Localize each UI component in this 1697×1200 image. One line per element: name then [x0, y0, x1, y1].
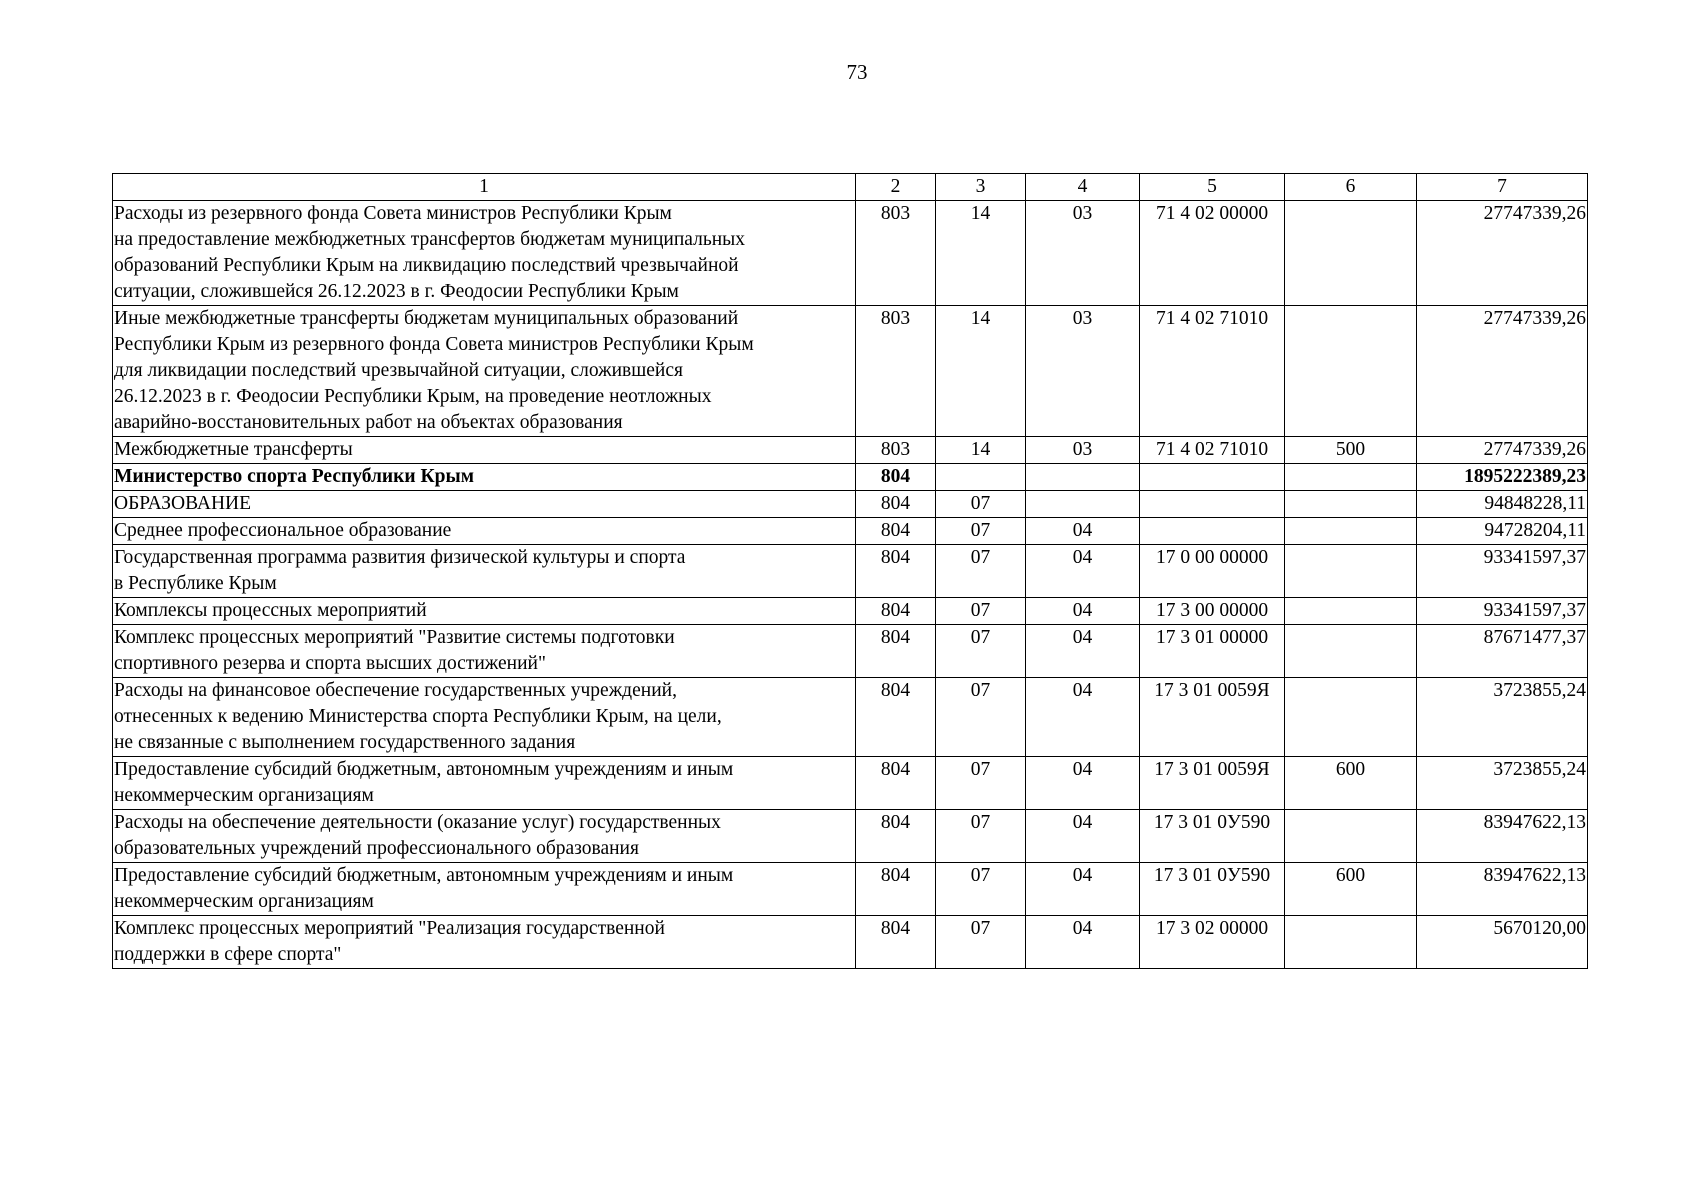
- row-code-2-cell: 804: [856, 518, 936, 545]
- table-row: [113, 863, 1588, 916]
- row-code-2-cell: 803: [856, 201, 936, 306]
- row-code-5-cell: [1140, 464, 1285, 491]
- row-sum-cell: 5670120,00: [1417, 916, 1588, 969]
- row-code-4-cell: 03: [1026, 306, 1140, 437]
- table-row: [113, 757, 1588, 810]
- header-cell: 4: [1026, 174, 1140, 201]
- table-row: [113, 678, 1588, 757]
- row-code-6-cell: 500: [1285, 437, 1417, 464]
- row-sum-cell: 1895222389,23: [1417, 464, 1588, 491]
- row-code-6-cell: 600: [1285, 757, 1417, 810]
- table-row: [113, 306, 1588, 437]
- row-code-4-cell: 04: [1026, 625, 1140, 678]
- row-name-cell: Комплекс процессных мероприятий "Реализация государственной поддержки в сфере спорта": [113, 916, 856, 969]
- header-cell: 6: [1285, 174, 1417, 201]
- row-code-3-cell: 14: [936, 437, 1026, 464]
- row-code-4-cell: 04: [1026, 863, 1140, 916]
- row-code-6-cell: [1285, 464, 1417, 491]
- header-cell: 5: [1140, 174, 1285, 201]
- row-name-cell: Государственная программа развития физической культуры и спорта в Республике Крым: [113, 545, 856, 598]
- row-code-2-cell: 804: [856, 678, 936, 757]
- row-code-6-cell: [1285, 678, 1417, 757]
- row-name-cell: Комплексы процессных мероприятий: [113, 598, 856, 625]
- row-sum-cell: 83947622,13: [1417, 863, 1588, 916]
- row-code-6-cell: 600: [1285, 863, 1417, 916]
- row-code-2-cell: 804: [856, 625, 936, 678]
- row-code-3-cell: 07: [936, 625, 1026, 678]
- row-code-5-cell: 17 3 01 0У590: [1140, 810, 1285, 863]
- row-code-3-cell: 14: [936, 201, 1026, 306]
- row-code-5-cell: 17 3 01 00000: [1140, 625, 1285, 678]
- row-sum-cell: 3723855,24: [1417, 678, 1588, 757]
- row-sum-cell: 83947622,13: [1417, 810, 1588, 863]
- row-code-6-cell: [1285, 916, 1417, 969]
- row-code-2-cell: 803: [856, 306, 936, 437]
- row-sum-cell: 3723855,24: [1417, 757, 1588, 810]
- row-code-4-cell: 04: [1026, 518, 1140, 545]
- row-code-3-cell: [936, 464, 1026, 491]
- row-code-2-cell: 804: [856, 757, 936, 810]
- row-code-2-cell: 804: [856, 863, 936, 916]
- row-code-6-cell: [1285, 810, 1417, 863]
- row-code-2-cell: 804: [856, 810, 936, 863]
- row-sum-cell: 27747339,26: [1417, 306, 1588, 437]
- table-row: [113, 916, 1588, 969]
- row-code-5-cell: 17 3 01 0У590: [1140, 863, 1285, 916]
- table-row: [113, 491, 1588, 518]
- row-code-4-cell: 04: [1026, 810, 1140, 863]
- row-name-cell: Предоставление субсидий бюджетным, автономным учреждениям и иным некоммерческим организациям: [113, 757, 856, 810]
- row-code-2-cell: 804: [856, 545, 936, 598]
- row-code-2-cell: 803: [856, 437, 936, 464]
- row-code-2-cell: 804: [856, 598, 936, 625]
- row-code-4-cell: 04: [1026, 916, 1140, 969]
- row-code-3-cell: 07: [936, 757, 1026, 810]
- header-cell: 7: [1417, 174, 1588, 201]
- row-code-5-cell: [1140, 518, 1285, 545]
- row-sum-cell: 94848228,11: [1417, 491, 1588, 518]
- row-code-3-cell: 07: [936, 916, 1026, 969]
- row-code-3-cell: 07: [936, 810, 1026, 863]
- row-code-6-cell: [1285, 491, 1417, 518]
- row-code-4-cell: 03: [1026, 201, 1140, 306]
- row-code-2-cell: 804: [856, 916, 936, 969]
- row-code-4-cell: 03: [1026, 437, 1140, 464]
- row-sum-cell: 27747339,26: [1417, 437, 1588, 464]
- row-code-3-cell: 14: [936, 306, 1026, 437]
- row-name-cell: Комплекс процессных мероприятий "Развитие системы подготовки спортивного резерва и спорта высших достижений": [113, 625, 856, 678]
- row-name-cell: Иные межбюджетные трансферты бюджетам муниципальных образований Республики Крым из резервного фонда Совета министров Республики Крым для ликвидации последствий чрезвычайной ситуации, сложившейся 26.12.2023 в г. Феодосии Республики Крым, на проведение неотложных аварийно-восстановительных работ на объектах образования: [113, 306, 856, 437]
- table-row: [113, 545, 1588, 598]
- table-row: [113, 598, 1588, 625]
- row-code-6-cell: [1285, 625, 1417, 678]
- row-code-5-cell: 17 3 01 0059Я: [1140, 678, 1285, 757]
- row-name-cell: Межбюджетные трансферты: [113, 437, 856, 464]
- row-code-4-cell: 04: [1026, 757, 1140, 810]
- table-row: [113, 518, 1588, 545]
- row-name-cell: Расходы на обеспечение деятельности (оказание услуг) государственных образовательных учреждений профессионального образования: [113, 810, 856, 863]
- table-row: [113, 810, 1588, 863]
- row-code-4-cell: [1026, 464, 1140, 491]
- row-code-5-cell: 71 4 02 71010: [1140, 437, 1285, 464]
- row-code-4-cell: 04: [1026, 545, 1140, 598]
- row-name-cell: Среднее профессиональное образование: [113, 518, 856, 545]
- row-name-cell: Расходы из резервного фонда Совета министров Республики Крым на предоставление межбюджетных трансфертов бюджетам муниципальных образований Республики Крым на ликвидацию последствий чрезвычайной ситуации, сложившейся 26.12.2023 в г. Феодосии Республики Крым: [113, 201, 856, 306]
- row-sum-cell: 87671477,37: [1417, 625, 1588, 678]
- header-row: [113, 174, 1588, 201]
- table-row: [113, 464, 1588, 491]
- row-code-5-cell: 71 4 02 71010: [1140, 306, 1285, 437]
- row-code-6-cell: [1285, 518, 1417, 545]
- page-number: 73: [846, 60, 868, 84]
- row-name-cell: Расходы на финансовое обеспечение государственных учреждений, отнесенных к ведению Министерства спорта Республики Крым, на цели, не связанные с выполнением государственного задания: [113, 678, 856, 757]
- row-code-5-cell: 17 3 01 0059Я: [1140, 757, 1285, 810]
- table-row: [113, 437, 1588, 464]
- row-code-6-cell: [1285, 306, 1417, 437]
- table-row: [113, 625, 1588, 678]
- header-cell: 1: [113, 174, 856, 201]
- row-sum-cell: 27747339,26: [1417, 201, 1588, 306]
- row-name-cell: Министерство спорта Республики Крым: [113, 464, 856, 491]
- row-sum-cell: 93341597,37: [1417, 598, 1588, 625]
- row-sum-cell: 93341597,37: [1417, 545, 1588, 598]
- header-cell: 2: [856, 174, 936, 201]
- row-code-5-cell: 71 4 02 00000: [1140, 201, 1285, 306]
- row-code-6-cell: [1285, 201, 1417, 306]
- table-body: [113, 201, 1588, 969]
- row-code-3-cell: 07: [936, 518, 1026, 545]
- row-name-cell: Предоставление субсидий бюджетным, автономным учреждениям и иным некоммерческим организациям: [113, 863, 856, 916]
- row-code-3-cell: 07: [936, 545, 1026, 598]
- row-code-5-cell: 17 3 00 00000: [1140, 598, 1285, 625]
- row-code-4-cell: [1026, 491, 1140, 518]
- row-code-6-cell: [1285, 598, 1417, 625]
- row-code-5-cell: 17 3 02 00000: [1140, 916, 1285, 969]
- budget-table: [112, 173, 1588, 969]
- row-code-6-cell: [1285, 545, 1417, 598]
- row-code-5-cell: 17 0 00 00000: [1140, 545, 1285, 598]
- table-row: [113, 201, 1588, 306]
- row-code-4-cell: 04: [1026, 678, 1140, 757]
- row-sum-cell: 94728204,11: [1417, 518, 1588, 545]
- row-name-cell: ОБРАЗОВАНИЕ: [113, 491, 856, 518]
- row-code-3-cell: 07: [936, 491, 1026, 518]
- row-code-4-cell: 04: [1026, 598, 1140, 625]
- row-code-2-cell: 804: [856, 464, 936, 491]
- row-code-5-cell: [1140, 491, 1285, 518]
- row-code-3-cell: 07: [936, 678, 1026, 757]
- row-code-3-cell: 07: [936, 598, 1026, 625]
- row-code-3-cell: 07: [936, 863, 1026, 916]
- header-cell: 3: [936, 174, 1026, 201]
- row-code-2-cell: 804: [856, 491, 936, 518]
